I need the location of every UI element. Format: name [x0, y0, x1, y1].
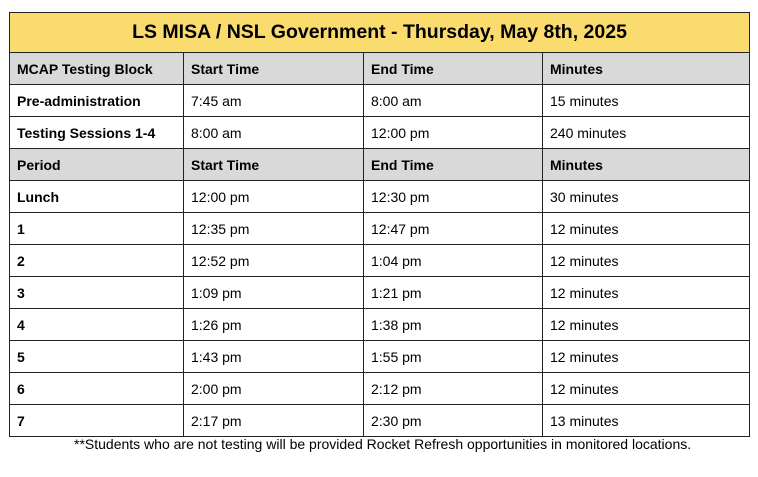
period-row-cell: 2:17 pm: [184, 405, 364, 437]
testing-header-row-cell: Start Time: [184, 53, 364, 85]
schedule-table: [9, 12, 750, 437]
period-row-cell: 12:35 pm: [184, 213, 364, 245]
period-row-cell: 1:26 pm: [184, 309, 364, 341]
period-row-cell: 12:30 pm: [364, 181, 543, 213]
period-row-cell: 6: [10, 373, 184, 405]
period-row-cell: 30 minutes: [543, 181, 750, 213]
period-row-cell: 1:43 pm: [184, 341, 364, 373]
period-header-row-cell: Minutes: [543, 149, 750, 181]
period-row: [10, 213, 750, 245]
period-row-cell: 1:55 pm: [364, 341, 543, 373]
period-row: [10, 341, 750, 373]
testing-row-cell: 8:00 am: [184, 117, 364, 149]
period-row-cell: 7: [10, 405, 184, 437]
period-header-row: [10, 149, 750, 181]
period-row: [10, 373, 750, 405]
period-header-row-cell: Period: [10, 149, 184, 181]
period-row: [10, 309, 750, 341]
period-row-cell: 12 minutes: [543, 213, 750, 245]
period-row-cell: 1:04 pm: [364, 245, 543, 277]
title-row: [10, 13, 750, 53]
testing-row-cell: 7:45 am: [184, 85, 364, 117]
period-row: [10, 181, 750, 213]
period-row-cell: 13 minutes: [543, 405, 750, 437]
testing-row-cell: 240 minutes: [543, 117, 750, 149]
testing-row-cell: 8:00 am: [364, 85, 543, 117]
period-row-cell: 1:09 pm: [184, 277, 364, 309]
testing-row: [10, 85, 750, 117]
period-row-cell: 4: [10, 309, 184, 341]
period-row-cell: 1:38 pm: [364, 309, 543, 341]
period-row: [10, 245, 750, 277]
period-row-cell: 12:00 pm: [184, 181, 364, 213]
period-row-cell: 2: [10, 245, 184, 277]
period-row: [10, 277, 750, 309]
testing-header-row: [10, 53, 750, 85]
schedule-title: LS MISA / NSL Government - Thursday, May 8th, 2025: [10, 13, 750, 53]
period-row-cell: 12 minutes: [543, 245, 750, 277]
period-header-row-cell: End Time: [364, 149, 543, 181]
testing-row-cell: 12:00 pm: [364, 117, 543, 149]
period-row-cell: 12:47 pm: [364, 213, 543, 245]
period-row-cell: 3: [10, 277, 184, 309]
footnote: **Students who are not testing will be provided Rocket Refresh opportunities in monitored locations.: [74, 436, 692, 452]
period-row-cell: 2:00 pm: [184, 373, 364, 405]
testing-header-row-cell: Minutes: [543, 53, 750, 85]
testing-row-cell: Testing Sessions 1-4: [10, 117, 184, 149]
period-row-cell: 12 minutes: [543, 373, 750, 405]
period-row-cell: 1: [10, 213, 184, 245]
period-row-cell: 12 minutes: [543, 277, 750, 309]
period-row-cell: 2:30 pm: [364, 405, 543, 437]
testing-header-row-cell: MCAP Testing Block: [10, 53, 184, 85]
period-row-cell: 12 minutes: [543, 309, 750, 341]
testing-row-cell: 15 minutes: [543, 85, 750, 117]
period-header-row-cell: Start Time: [184, 149, 364, 181]
period-row-cell: 2:12 pm: [364, 373, 543, 405]
testing-row-cell: Pre-administration: [10, 85, 184, 117]
period-row-cell: Lunch: [10, 181, 184, 213]
testing-row: [10, 117, 750, 149]
period-row-cell: 12 minutes: [543, 341, 750, 373]
period-row-cell: 1:21 pm: [364, 277, 543, 309]
period-row-cell: 5: [10, 341, 184, 373]
testing-header-row-cell: End Time: [364, 53, 543, 85]
period-row-cell: 12:52 pm: [184, 245, 364, 277]
period-row: [10, 405, 750, 437]
